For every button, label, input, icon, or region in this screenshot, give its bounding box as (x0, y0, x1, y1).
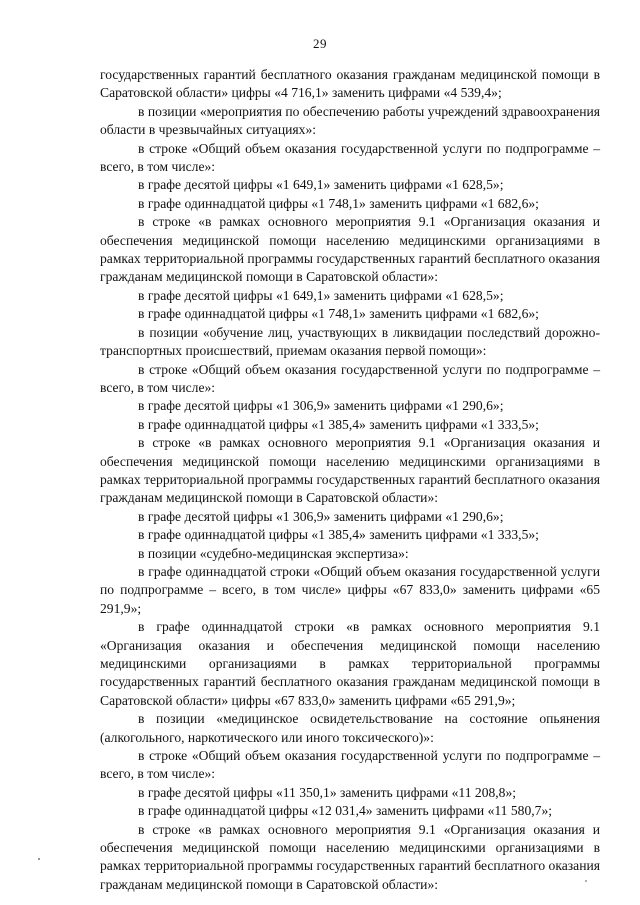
paragraph: в позиции «обучение лиц, участвующих в ликвидации последствий дорожно-транспортных происшествий, приемам оказания первой помощи»: (100, 324, 600, 359)
paragraph: государственных гарантий бесплатного оказания гражданам медицинской помощи в Саратовской области» цифры «4 716,1» заменить цифрами «4 539,4»; (100, 67, 600, 101)
paragraph: в графе десятой цифры «1 649,1» заменить цифрами «1 628,5»; (138, 287, 504, 303)
paragraph: в графе одиннадцатой строки «Общий объем оказания государственной услуги по подпрограмме – всего, в том числе» цифры «67 833,0» заменить цифрами «65 291,9»; (100, 563, 600, 616)
paragraph: в графе десятой цифры «1 649,1» заменить цифрами «1 628,5»; (138, 177, 504, 193)
paragraph: в графе одиннадцатой цифры «12 031,4» заменить цифрами «11 580,7»; (138, 803, 553, 819)
scan-artifact-dot (585, 880, 587, 882)
paragraph: в позиции «медицинское освидетельствование на состояние опьянения (алкогольного, наркотического или иного токсического)»: (100, 711, 600, 745)
paragraph: в строке «в рамках основного мероприятия 9.1 «Организация оказания и обеспечения медицинской помощи населению медицинскими организациями в рамках территориальной программы государственных гарантий бесплатного оказания гражданам медицинской помощи в Саратовской области»: (100, 435, 600, 506)
paragraph: в строке «Общий объем оказания государственной услуги по подпрограмме – всего, в том числе»: (100, 748, 600, 782)
paragraph: в графе одиннадцатой цифры «1 385,4» заменить цифрами «1 333,5»; (138, 527, 539, 543)
paragraph: в строке «Общий объем оказания государственной услуги по подпрограмме – всего, в том числе»: (100, 361, 600, 395)
paragraph: в графе одиннадцатой цифры «1 385,4» заменить цифрами «1 333,5»; (138, 416, 539, 432)
document-body (100, 66, 600, 894)
paragraph: в позиции «судебно-медицинская экспертиза»: (138, 545, 409, 561)
paragraph: в строке «в рамках основного мероприятия 9.1 «Организация оказания и обеспечения медицинской помощи населению медицинскими организациями в рамках территориальной программы государственных гарантий бесплатного оказания гражданам медицинской помощи в Саратовской области»: (100, 821, 600, 892)
paragraph: в графе десятой цифры «1 306,9» заменить цифрами «1 290,6»; (138, 508, 504, 524)
paragraph: в строке «Общий объем оказания государственной услуги по подпрограмме – всего, в том числе»: (100, 140, 600, 175)
paragraph: в строке «в рамках основного мероприятия 9.1 «Организация оказания и обеспечения медицинской помощи населению медицинскими организациями в рамках территориальной программы государственных гарантий бесплатного оказания гражданам медицинской помощи в Саратовской области»: (100, 214, 600, 285)
paragraph: в графе одиннадцатой строки «в рамках основного мероприятия 9.1 «Организация оказания и обеспечения медицинской помощи населению медицинскими организациями в рамках территориальной программы государственных гарантий бесплатного оказания гражданам медицинской помощи в Саратовской области» цифры «67 833,0» заменить цифрами «65 291,9»; (100, 619, 600, 708)
paragraph: в графе десятой цифры «1 306,9» заменить цифрами «1 290,6»; (138, 398, 504, 414)
paragraph: в графе одиннадцатой цифры «1 748,1» заменить цифрами «1 682,6»; (138, 306, 539, 322)
paragraph: в графе десятой цифры «11 350,1» заменить цифрами «11 208,8»; (138, 784, 517, 800)
page-number: 29 (313, 36, 327, 51)
scan-artifact-dot (38, 858, 40, 860)
paragraph: в графе одиннадцатой цифры «1 748,1» заменить цифрами «1 682,6»; (138, 195, 539, 211)
paragraph: в позиции «мероприятия по обеспечению работы учреждений здравоохранения области в чрезвычайных ситуациях»: (100, 103, 600, 138)
